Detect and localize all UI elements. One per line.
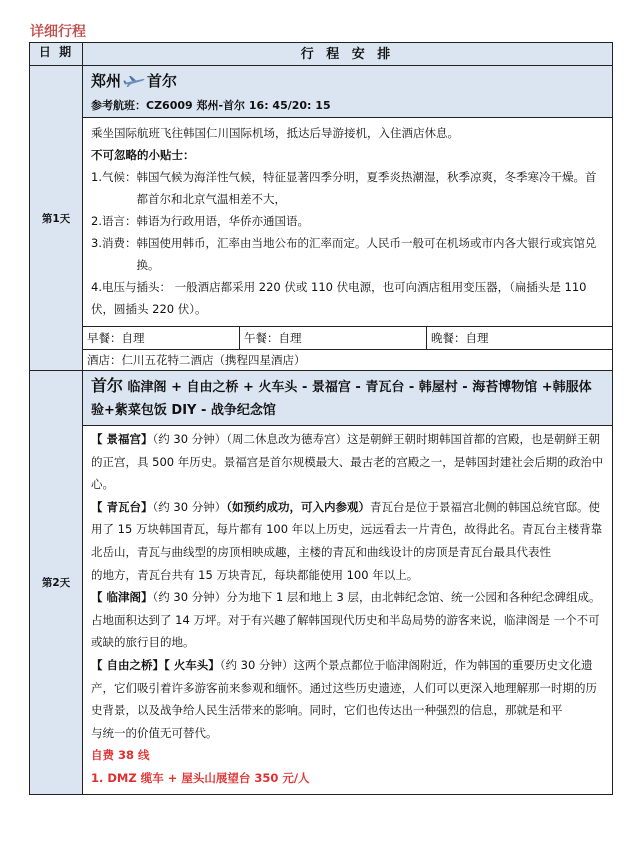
tip-label: 2.语言： <box>91 214 137 228</box>
tip-currency <box>91 232 604 276</box>
route-to: 首尔 <box>147 72 178 90</box>
airplane-icon <box>123 74 145 88</box>
flight-info: 参考航班：CZ6009 郑州-首尔 16: 45/20: 15 <box>91 99 331 112</box>
day1-intro: 乘坐国际航班飞往韩国仁川国际机场，抵达后导游接机，入住酒店休息。 <box>91 126 459 140</box>
day2-content-row <box>30 426 613 795</box>
day2-city: 首尔 <box>91 376 124 395</box>
tip-label: 3.消费： <box>91 236 137 250</box>
tip-voltage: 4.电压与插头： 一般酒店都采用 220 伏或 110 伏电源，也可向酒店租用变压器，（扁插头是 110 伏，圆插头 220 伏）。 <box>91 280 587 316</box>
day1-hotel: 酒店：仁川五花特二酒店（携程四星酒店） <box>83 350 613 371</box>
day1-meals-row <box>30 327 613 350</box>
day2-route-row <box>30 371 613 426</box>
sight-imjingak <box>91 586 604 654</box>
sight-text: （约 30 分钟）（周二休息改为德寿宫）这是朝鲜王朝时期韩国首都的宫殿，也是朝鲜王朝的正宫，具 500 年历史。景福宫是首尔规模最大、最古老的宫殿之一，是韩国封建社会后期的政治中心。 <box>91 432 604 492</box>
tip-text: 韩语为行政用语，华侨亦通国语。 <box>136 214 309 228</box>
sight-text: （约 30 分钟）分为地下 1 层和地上 3 层，由北韩纪念馆、统一公园和各种纪念碑组成。 占地面积达到了 14 万坪。对于有兴趣了解韩国现代历史和半岛局势的游客来说，临津阁是 一个不可或缺的旅行目的地。 <box>91 590 601 650</box>
tip-language <box>91 210 604 232</box>
lunch: 午餐：自理 <box>240 327 427 349</box>
tip-climate <box>91 166 604 210</box>
sight-name: 【 临津阁】 <box>91 590 153 605</box>
sight-name: 【 景福宫】 <box>91 432 153 446</box>
dinner: 晚餐：自理 <box>431 331 489 345</box>
sight-freedom-bridge-cont: 与统一的价值无可替代。 <box>91 725 218 740</box>
sight-text: （约 30 分钟）这两个景点都位于临津阁附近，作为韩国的重要历史文化遗产，它们吸引着许多游客前来参观和缅怀。通过这些历史遗迹，人们可以更深入地理解那一时期的历史背景，以及战争给人民生活带来的影响。同时，它们也传达出一种强烈的信息，那就是和平 <box>91 657 597 718</box>
day2-route <box>83 371 613 426</box>
sight-time: （约 30 分钟） <box>152 499 227 514</box>
tips-title: 不可忽略的小贴士： <box>91 148 195 162</box>
tip-label: 1.气候： <box>91 170 137 184</box>
day1-content-row <box>30 118 613 327</box>
sight-gyeongbokgung <box>91 428 604 496</box>
day1-route-row <box>30 66 613 118</box>
day2-route-text: 临津阁 + 自由之桥 + 火车头 - 景福宫 - 青瓦台 - 韩屋村 - 海苔博物馆 +韩服体验+紫菜包饭 DIY - 战争纪念馆 <box>91 380 592 418</box>
optional-item: 1. DMZ 缆车 + 屋头山展望台 350 元/人 <box>91 770 310 785</box>
sight-freedom-bridge <box>91 654 604 722</box>
tip-text: 韩国使用韩币，汇率由当地公布的汇率而定。人民币一般可在机场或市内各大银行或宾馆兑换。 <box>136 236 597 272</box>
sight-bluehouse <box>91 496 604 564</box>
day2-content <box>83 426 613 795</box>
route-from: 郑州 <box>91 72 122 90</box>
day1-meals <box>83 327 613 350</box>
optional-title: 自费 38 线 <box>91 748 150 763</box>
day1-route <box>83 66 613 118</box>
section-title: 详细行程 <box>30 24 86 40</box>
table-header-row <box>30 43 613 66</box>
sight-name: 【 自由之桥】【 火车头】 <box>91 657 220 672</box>
breakfast: 早餐：自理 <box>83 327 240 349</box>
day1-hotel-row <box>30 350 613 371</box>
tip-text: 韩国气候为海洋性气候，特征显著四季分明，夏季炎热潮湿，秋季凉爽，冬季寒冷干燥。首都首尔和北京气温相差不大， <box>136 170 597 206</box>
header-date: 日 期 <box>30 43 83 66</box>
day1-content <box>83 118 613 327</box>
sight-name: 【 青瓦台】 <box>91 499 153 514</box>
day1-route-title <box>91 70 604 91</box>
sight-text: 青瓦台是位于景福宫北侧的韩国总统官邸。使用了 15 万块韩国青瓦，每片都有 100 年以上历史，远远看去一片青色，故得此名。青瓦台主楼背靠北岳山，青瓦与曲线型的房顶相映成趣，主楼的青瓦和曲线设计的房顶是青瓦台最具代表性 <box>91 499 603 559</box>
itinerary-table <box>29 42 613 795</box>
day1-label: 第1天 <box>30 66 83 371</box>
sight-note: （如预约成功，可入内参观） <box>226 499 370 514</box>
header-plan: 行 程 安 排 <box>83 43 613 66</box>
sight-bluehouse-cont: 的地方，青瓦台共有 15 万块青瓦，每块都能使用 100 年以上。 <box>91 567 419 582</box>
day2-label: 第2天 <box>30 371 83 795</box>
